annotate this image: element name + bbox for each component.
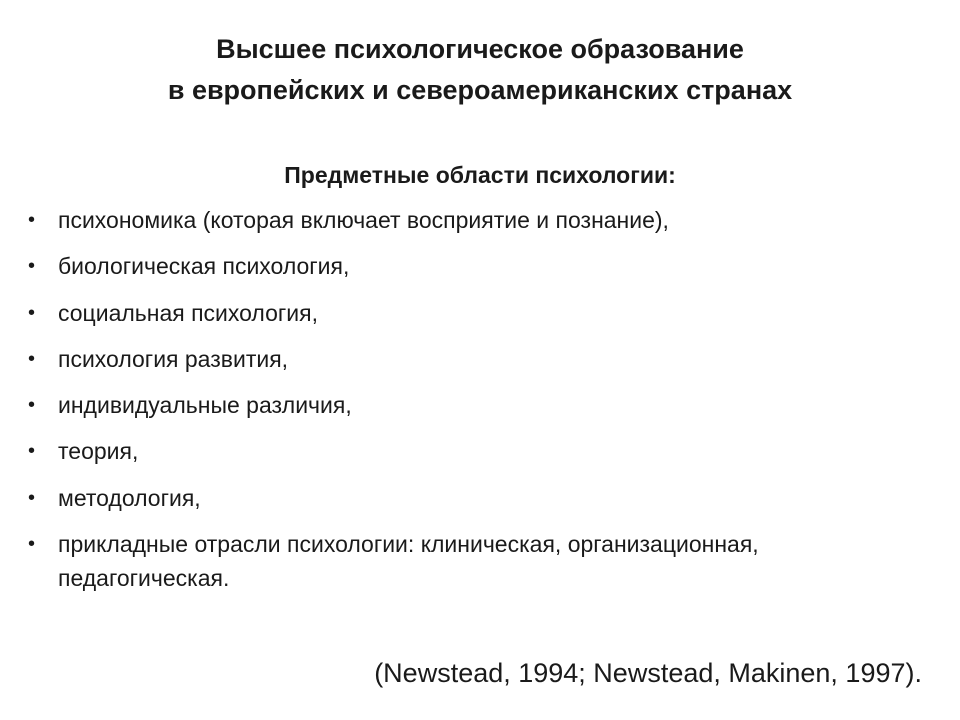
citation: (Newstead, 1994; Newstead, Makinen, 1997). [374,658,922,688]
bullet-item [28,388,928,422]
bullet-item [28,203,928,237]
bullet-list [28,203,928,607]
bullet-icon: • [28,255,36,278]
bullet-item [28,434,928,468]
bullet-icon: • [28,347,36,370]
bullet-text: психономика (которая включает восприятие и познание), [58,207,669,233]
bullet-icon: • [28,440,36,463]
bullet-icon: • [28,394,36,417]
slide-title-line-1: Высшее психологическое образование [216,34,744,64]
bullet-icon: • [28,486,36,509]
bullet-text: прикладные отрасли психологии: клиническая, организационная, педагогическая. [58,531,759,592]
bullet-text: индивидуальные различия, [58,392,352,419]
bullet-icon: • [28,533,36,556]
bullet-text: биологическая психология, [58,253,350,280]
bullet-icon: • [28,301,36,324]
slide-title [40,29,920,111]
bullet-item [28,342,928,376]
bullet-text: социальная психология, [58,299,318,326]
bullet-text: методология, [58,484,201,511]
bullet-item [28,249,928,283]
section-subheading: Предметные области психологии: [284,162,676,188]
bullet-item [28,527,928,595]
bullet-item [28,296,928,330]
bullet-text: теория, [58,438,139,465]
bullet-item [28,481,928,515]
bullet-icon: • [28,209,36,231]
bullet-text: психология развития, [58,345,289,372]
slide-title-line-2: в европейских и североамериканских странах [167,75,793,105]
